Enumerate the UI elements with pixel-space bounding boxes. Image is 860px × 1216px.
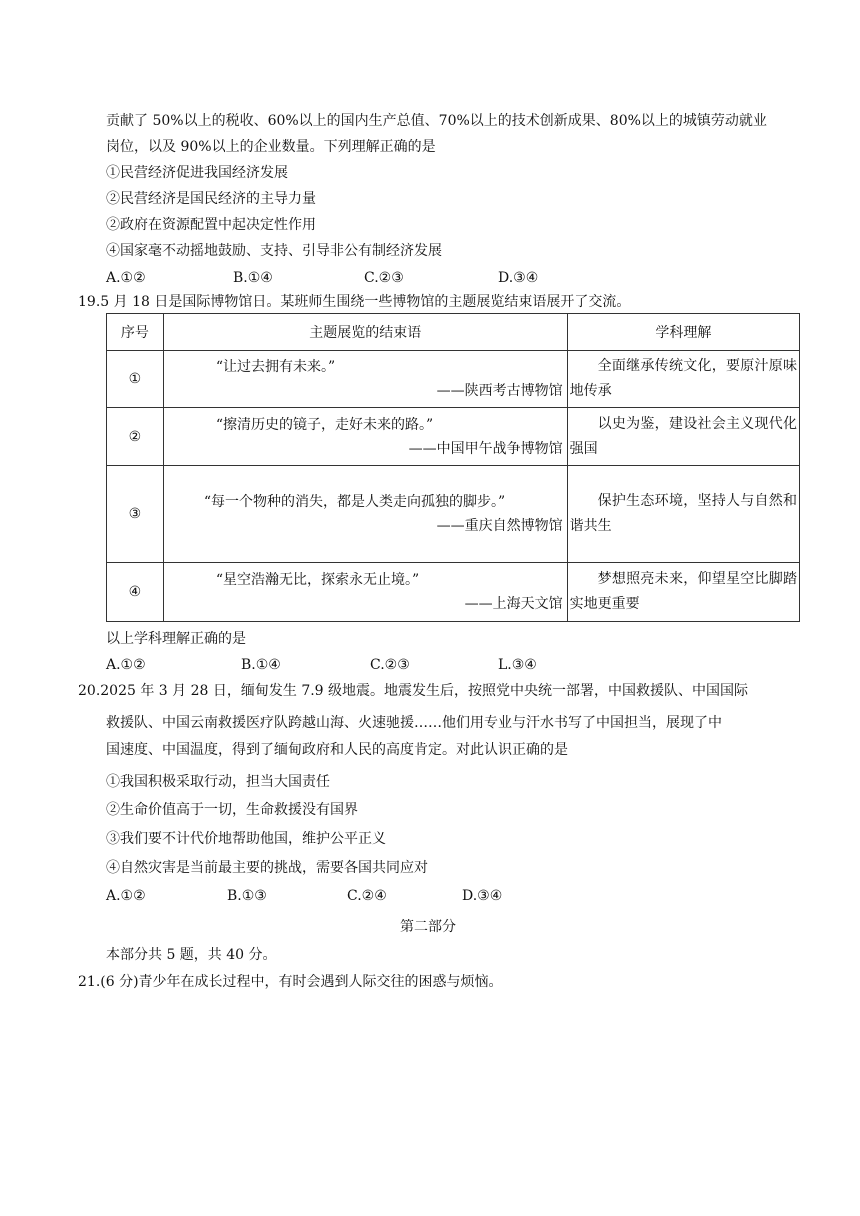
- q18-stem-line-1: 贡献了 50%以上的税收、60%以上的国内生产总值、70%以上的技术创新成果、80%以上的城镇劳动就业: [106, 113, 767, 129]
- row-number: ④: [107, 563, 164, 622]
- q18-item-2: ②民营经济是国民经济的主导力量: [106, 191, 316, 207]
- q20-option-c: C.②④: [347, 888, 387, 904]
- row-source: ——重庆自然博物馆: [436, 518, 563, 534]
- museum-table: [106, 313, 800, 622]
- table-row: [107, 563, 800, 622]
- q18-option-d: D.③④: [498, 270, 539, 286]
- row-quote: “每一个物种的消失，都是人类走向孤独的脚步。”: [203, 494, 506, 510]
- row-quote-cell: [163, 466, 567, 563]
- q19-option-d: L.③④: [498, 657, 537, 673]
- q19-after-table: 以上学科理解正确的是: [106, 631, 246, 647]
- q18-stem-line-2: 岗位，以及 90%以上的企业数量。下列理解正确的是: [106, 139, 436, 155]
- q19-option-a: A.①②: [106, 657, 146, 673]
- q20-stem-line-3: 国速度、中国温度，得到了缅甸政府和人民的高度肯定。对此认识正确的是: [106, 742, 568, 758]
- row-understanding: 全面继承传统文化，要原汁原味地传承: [569, 358, 797, 399]
- header-closing-words: 主题展览的结束语: [163, 314, 567, 351]
- q18-option-a: A.①②: [106, 270, 146, 286]
- row-source: ——上海天文馆: [464, 596, 563, 612]
- row-quote: “星空浩瀚无比，探索永无止境。”: [215, 572, 420, 588]
- q18-item-1: ①民营经济促进我国经济发展: [106, 165, 288, 181]
- row-quote-cell: [163, 563, 567, 622]
- part-two-intro: 本部分共 5 题，共 40 分。: [106, 947, 277, 963]
- q20-item-4: ④自然灾害是当前最主要的挑战，需要各国共同应对: [106, 860, 428, 876]
- row-quote-cell: [163, 351, 567, 408]
- row-understanding: 梦想照亮未来，仰望星空比脚踏实地更重要: [569, 571, 797, 612]
- table-header-row: [107, 314, 800, 351]
- q21-stem: 21.(6 分)青少年在成长过程中，有时会遇到人际交往的困惑与烦恼。: [78, 974, 503, 990]
- q20-stem-line-1: 20.2025 年 3 月 28 日，缅甸发生 7.9 级地震。地震发生后，按照党中央统一部署，中国救援队、中国国际: [78, 683, 749, 699]
- row-quote: “让过去拥有未来。”: [215, 359, 336, 375]
- row-understanding-cell: [567, 408, 799, 466]
- q20-stem-line-2: 救援队、中国云南救援医疗队跨越山海、火速驰援……他们用专业与汗水书写了中国担当，展现了中: [106, 715, 722, 731]
- row-understanding-cell: [567, 466, 799, 563]
- table-row: [107, 351, 800, 408]
- header-understanding: 学科理解: [567, 314, 799, 351]
- q18-option-b: B.①④: [233, 270, 273, 286]
- header-number: 序号: [107, 314, 164, 351]
- row-quote: “擦清历史的镜子，走好未来的路。”: [215, 416, 434, 433]
- row-quote-cell: [163, 408, 567, 466]
- q20-item-2: ②生命价值高于一切，生命救援没有国界: [106, 802, 358, 818]
- q20-option-a: A.①②: [106, 888, 146, 904]
- table-row: [107, 408, 800, 466]
- q20-item-1: ①我国积极采取行动，担当大国责任: [106, 774, 330, 790]
- q20-item-3: ③我们要不计代价地帮助他国，维护公平正义: [106, 831, 386, 847]
- q20-option-b: B.①③: [227, 888, 267, 904]
- part-two-heading: 第二部分: [400, 919, 456, 935]
- q19-option-b: B.①④: [241, 657, 281, 673]
- row-source: ——陕西考古博物馆: [436, 383, 563, 399]
- q18-option-c: C.②③: [364, 270, 404, 286]
- q18-item-4: ④国家毫不动摇地鼓励、支持、引导非公有制经济发展: [106, 243, 442, 259]
- row-number: ②: [107, 408, 164, 466]
- row-understanding-cell: [567, 563, 799, 622]
- row-understanding-cell: [567, 351, 799, 408]
- table-row: [107, 466, 800, 563]
- row-number: ①: [107, 351, 164, 408]
- q19-stem: 19.5 月 18 日是国际博物馆日。某班师生围绕一些博物馆的主题展览结束语展开了交流。: [78, 294, 631, 310]
- q18-item-3: ②政府在资源配置中起决定性作用: [106, 217, 316, 233]
- row-number: ③: [107, 466, 164, 563]
- q19-option-c: C.②③: [370, 657, 410, 673]
- q20-option-d: D.③④: [462, 888, 503, 904]
- row-understanding: 保护生态环境，坚持人与自然和谐共生: [569, 493, 797, 534]
- row-source: ——中国甲午战争博物馆: [408, 440, 563, 457]
- row-understanding: 以史为鉴，建设社会主义现代化强国: [569, 415, 797, 457]
